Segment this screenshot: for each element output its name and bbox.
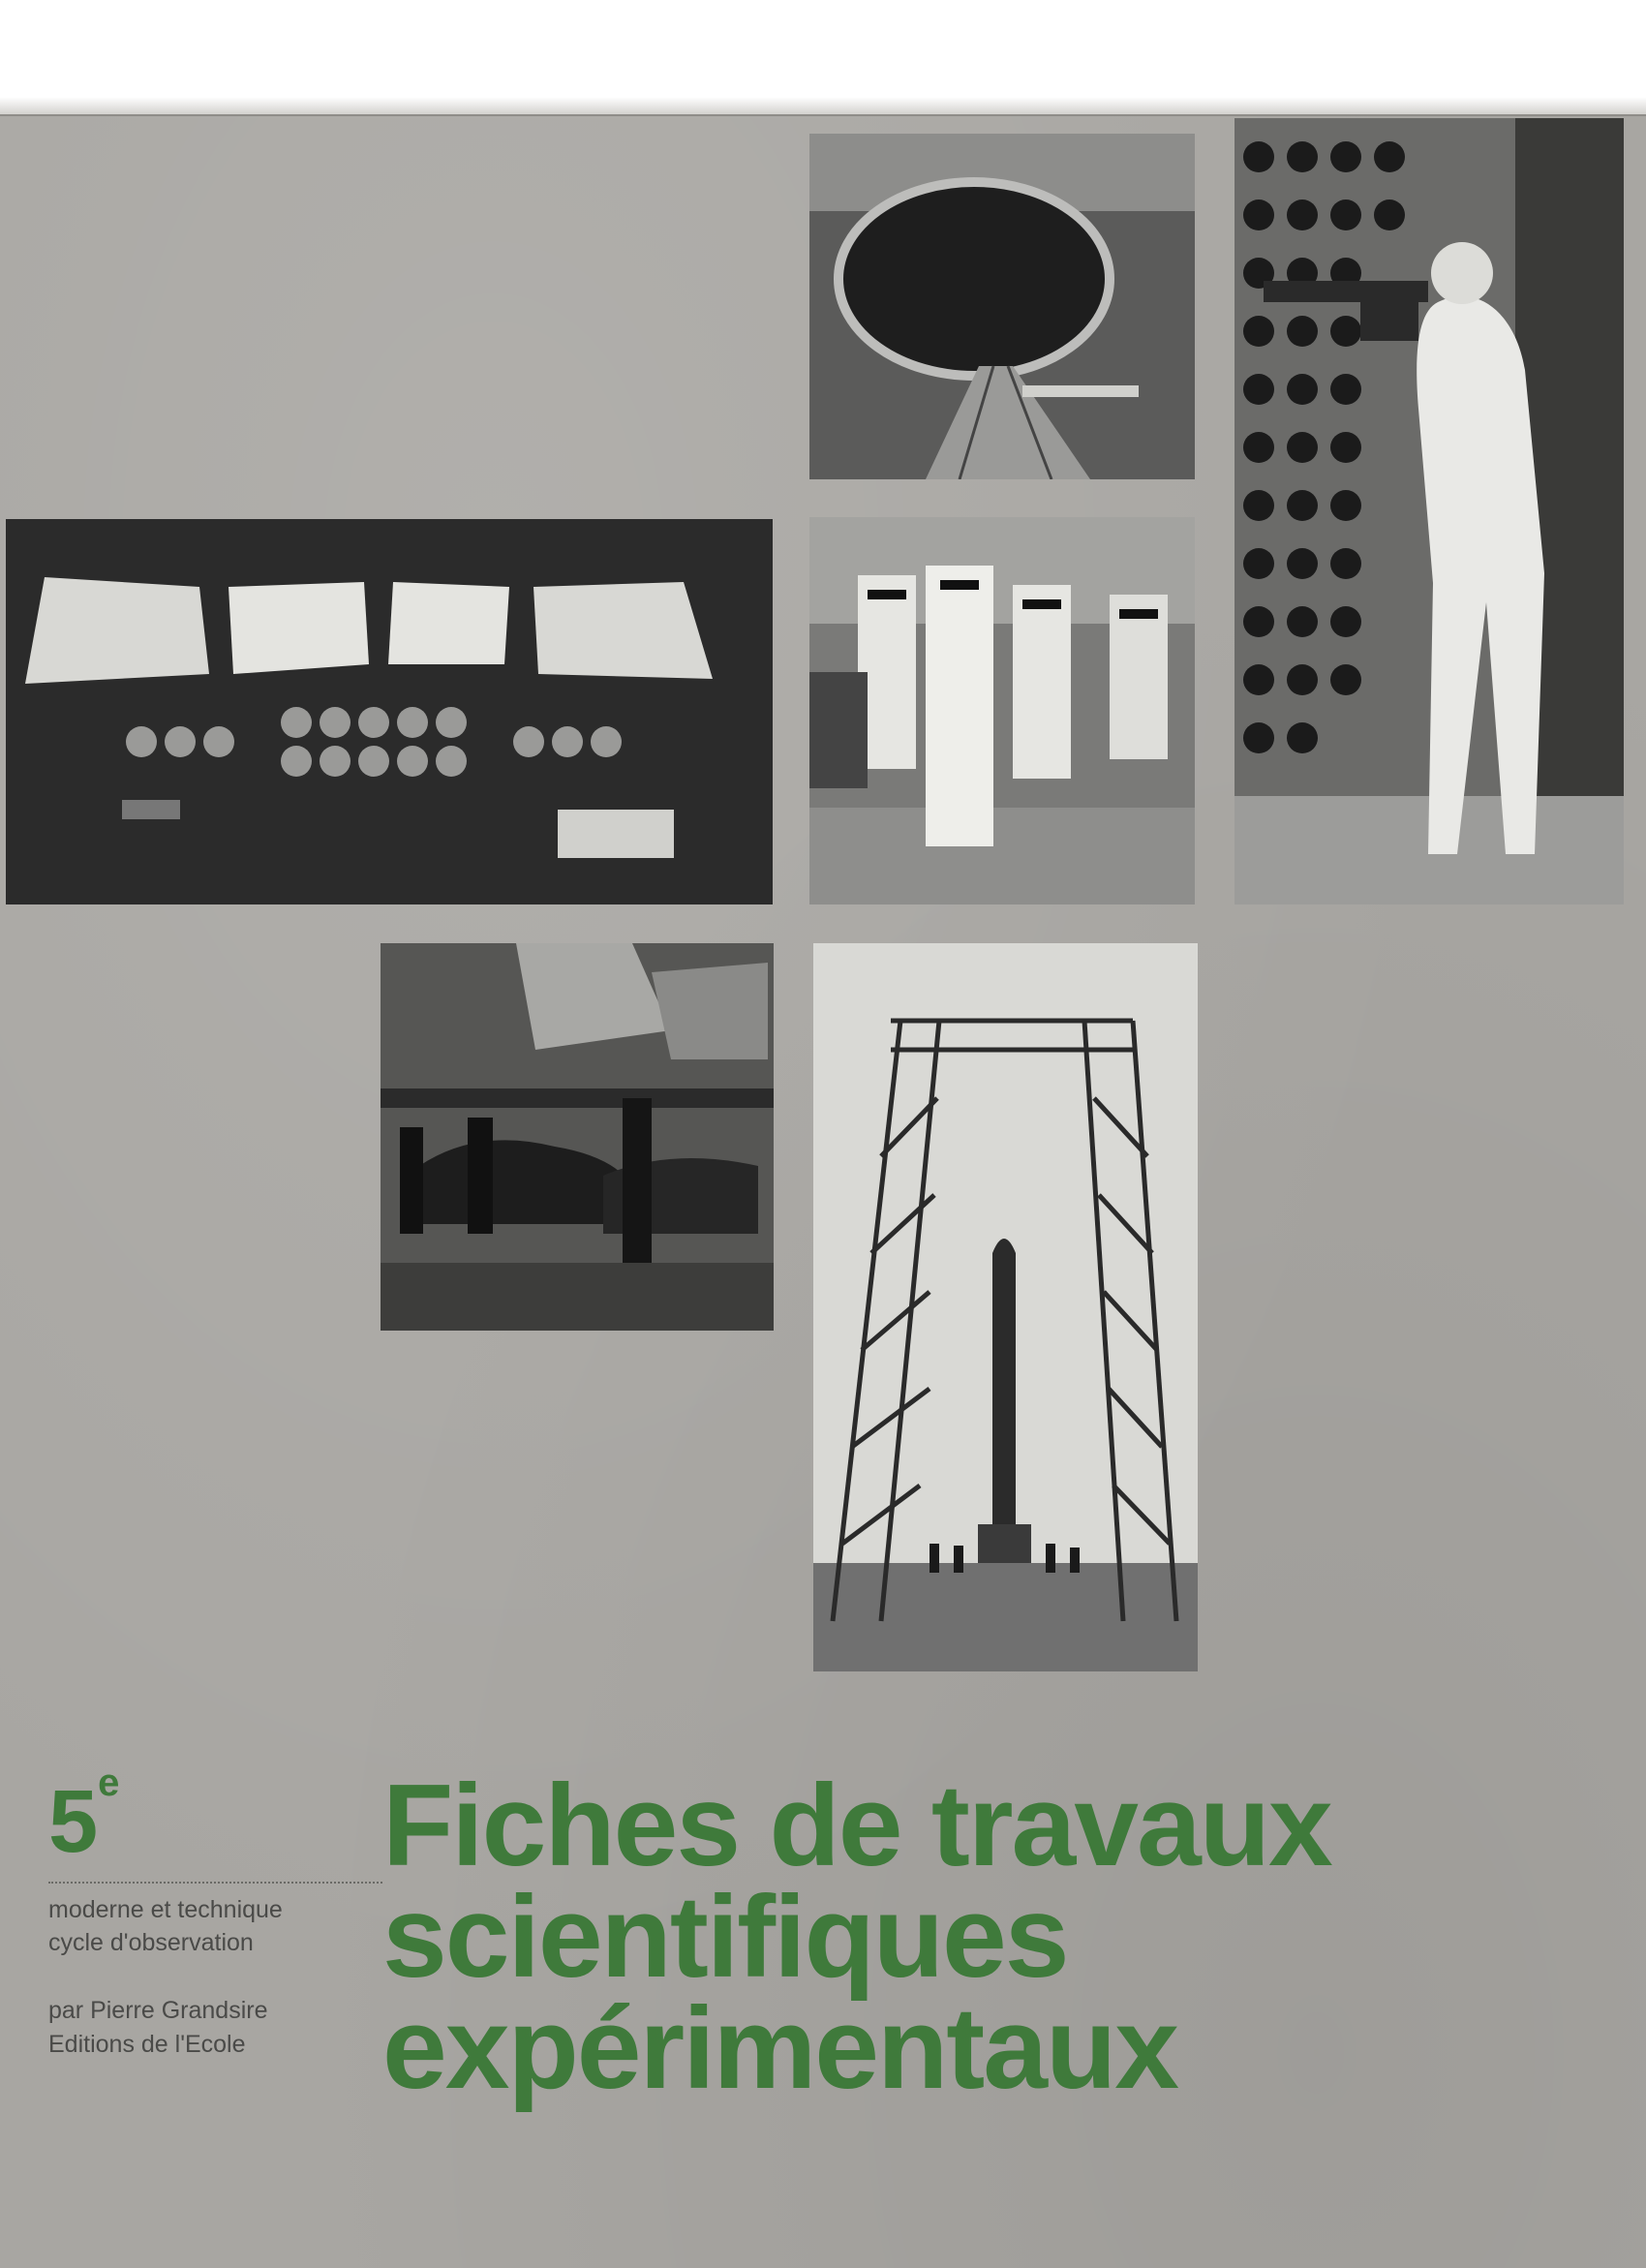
book-title	[382, 1761, 1622, 2113]
dotted-rule	[48, 1882, 382, 1884]
author: par Pierre Grandsire	[48, 1997, 268, 2024]
publisher: Editions de l'Ecole	[48, 2031, 246, 2058]
photo-rocket-gantry	[813, 943, 1198, 1671]
title-line-2: scientifiques	[382, 1872, 1068, 2002]
subtitle-line-1: moderne et technique	[48, 1896, 283, 1923]
photo-reactor-worker	[1234, 118, 1624, 904]
photo-aerial-ring	[809, 134, 1195, 479]
title-line-1: Fiches de travaux	[382, 1761, 1331, 1890]
title-line-3: expérimentaux	[382, 1983, 1178, 2113]
photo-lab-workers	[809, 517, 1195, 904]
edition-label	[48, 1762, 120, 1871]
subtitle-line-2: cycle d'observation	[48, 1929, 254, 1956]
photo-car-factory	[381, 943, 774, 1331]
photo-cockpit	[6, 519, 773, 904]
edition-superscript: e	[98, 1762, 120, 1804]
edition-number: 5	[48, 1772, 99, 1871]
